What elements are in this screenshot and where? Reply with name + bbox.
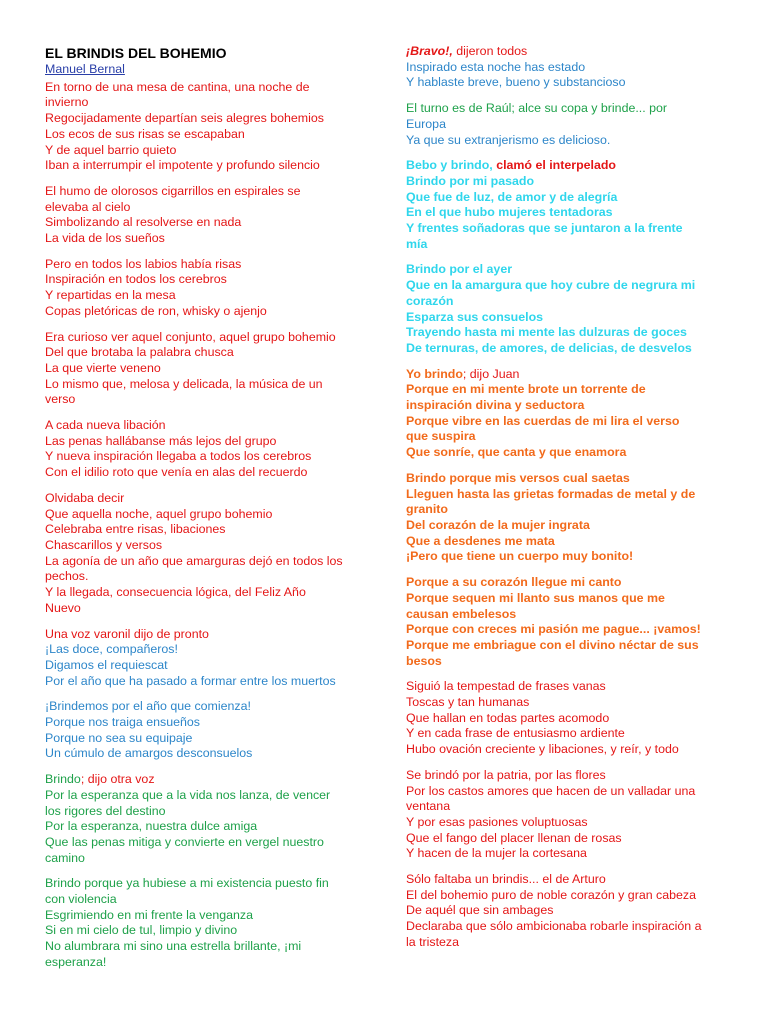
verse-line: Declaraba que sólo ambicionaba robarle inspiración a: [406, 919, 702, 934]
verse-line: Copas pletóricas de ron, whisky o ajenjo: [45, 303, 267, 318]
verse-line: verso: [45, 392, 76, 407]
stanza: [45, 80, 367, 174]
verse-line: Brindo porque ya hubiese a mi existencia puesto fin: [45, 876, 329, 891]
verse-line: La vida de los sueños: [45, 231, 165, 246]
verse-line: Que aquella noche, aquel grupo bohemio: [45, 506, 273, 521]
verse-line: Porque me embriague con el divino néctar de sus: [406, 637, 699, 652]
verse-line: Que a desdenes me mata: [406, 533, 555, 548]
verse-line: Que el fango del placer llenan de rosas: [406, 830, 622, 845]
verse-fragment: Brindo: [45, 772, 81, 787]
verse-line: Y hablaste breve, bueno y substancioso: [406, 75, 626, 90]
verse-line: Trayendo hasta mi mente las dulzuras de goces: [406, 325, 687, 340]
verse-line: Regocijadamente departían seis alegres bohemios: [45, 111, 324, 126]
verse-line: Los ecos de sus risas se escapaban: [45, 126, 245, 141]
verse-line: Del que brotaba la palabra chusca: [45, 345, 234, 360]
verse-line: Porque sequen mi llanto sus manos que me: [406, 590, 665, 605]
verse-line: Lleguen hasta las grietas formadas de metal y de: [406, 486, 696, 501]
verse-line: La que vierte veneno: [45, 360, 161, 375]
verse-line: Celebraba entre risas, libaciones: [45, 522, 226, 537]
stanza-raul: [406, 101, 726, 148]
verse-line: Un cúmulo de amargos desconsuelos: [45, 746, 253, 761]
stanza-saetas: [406, 471, 726, 565]
verse-line: Y frentes soñadoras que se juntaron a la frente: [406, 221, 683, 236]
verse-line: Porque no sea su equipaje: [45, 730, 193, 745]
verse-line: Esgrimiendo en mi frente la venganza: [45, 907, 254, 922]
verse-line: Las penas hallábanse más lejos del grupo: [45, 433, 277, 448]
verse-line: En el que hubo mujeres tentadoras: [406, 205, 613, 220]
verse-line: Por el año que ha pasado a formar entre los muertos: [45, 673, 336, 688]
stanza-voz: [45, 627, 367, 690]
stanza-patria: [406, 768, 726, 862]
verse-line: Digamos el requiescat: [45, 657, 168, 672]
verse-line: Hubo ovación creciente y libaciones, y reír, y todo: [406, 742, 679, 757]
verse-line: Simbolizando al resolverse en nada: [45, 215, 242, 230]
verse-line: Brindo porque mis versos cual saetas: [406, 470, 630, 485]
right-column: [406, 44, 726, 961]
verse-line: El del bohemio puro de noble corazón y gran cabeza: [406, 887, 696, 902]
verse-line: En torno de una mesa de cantina, una noche de: [45, 79, 310, 94]
verse-line: Y la llegada, consecuencia lógica, del Feliz Año: [45, 585, 306, 600]
verse-line: que suspira: [406, 429, 476, 444]
verse-line: Porque a su corazón llegue mi canto: [406, 575, 622, 590]
verse-line: Era curioso ver aquel conjunto, aquel grupo bohemio: [45, 329, 336, 344]
verse-line: Chascarillos y versos: [45, 537, 163, 552]
stanza-juan: [406, 367, 726, 461]
verse-line: Por la esperanza que a la vida nos lanza, de vencer: [45, 787, 331, 802]
author-link[interactable]: Manuel Bernal: [45, 62, 125, 76]
verse-line: Porque nos traiga ensueños: [45, 715, 200, 730]
verse-line: Lo mismo que, melosa y delicada, la música de un: [45, 376, 323, 391]
verse-line: causan embelesos: [406, 606, 517, 621]
verse-line: Que en la amargura que hoy cubre de negrura mi: [406, 278, 696, 293]
verse-line: Que sonríe, que canta y que enamora: [406, 445, 627, 460]
verse-line: [406, 158, 726, 174]
verse-line: [45, 772, 367, 788]
stanza: [45, 491, 367, 617]
verse-line: granito: [406, 502, 448, 517]
stanza-bravo: [406, 44, 726, 91]
verse-line: corazón: [406, 293, 454, 308]
verse-line: Inspiración en todos los cerebros: [45, 272, 227, 287]
verse-fragment: ¡Bravo!,: [406, 44, 453, 58]
verse-line: Europa: [406, 116, 446, 131]
verse-fragment: clamó el interpelado: [492, 158, 617, 173]
verse-line: Y nueva inspiración llegaba a todos los cerebros: [45, 449, 312, 464]
stanza: [45, 257, 367, 320]
verse-line: ventana: [406, 799, 451, 814]
verse-line: Si en mi cielo de tul, limpio y divino: [45, 923, 238, 938]
verse-line: Esparza sus consuelos: [406, 309, 544, 324]
stanza-tempestad: [406, 679, 726, 758]
verse-fragment: Bebo y brindo,: [406, 158, 493, 173]
verse-line: El humo de olorosos cigarrillos en espirales se: [45, 183, 301, 198]
verse-line: Sólo faltaba un brindis... el de Arturo: [406, 872, 606, 887]
verse-line: Que fue de luz, de amor y de alegría: [406, 189, 618, 204]
verse-line: Que hallan en todas partes acomodo: [406, 710, 610, 725]
verse-line: Brindo por mi pasado: [406, 173, 535, 188]
verse-line: Porque vibre en las cuerdas de mi lira el verso: [406, 413, 680, 428]
verse-line: La agonía de un año que amarguras dejó en todos los: [45, 553, 343, 568]
verse-line: Inspirado esta noche has estado: [406, 59, 586, 74]
verse-line: [406, 44, 726, 60]
stanza: [45, 418, 367, 481]
verse-line: Se brindó por la patria, por las flores: [406, 767, 606, 782]
poem-title: EL BRINDIS DEL BOHEMIO: [45, 45, 227, 61]
stanza-ayer: [406, 262, 726, 356]
verse-line: con violencia: [45, 892, 117, 907]
verse-line: De aquél que sin ambages: [406, 903, 554, 918]
verse-line: Y repartidas en la mesa: [45, 288, 176, 303]
verse-line: mía: [406, 236, 428, 251]
stanza-brindo-venganza: [45, 876, 367, 970]
verse-line: Y por esas pasiones voluptuosas: [406, 814, 588, 829]
verse-line: Iban a interrumpir el impotente y profundo silencio: [45, 158, 320, 173]
verse-line: la tristeza: [406, 934, 460, 949]
left-stanzas: [45, 80, 367, 617]
stanza-arturo: [406, 872, 726, 951]
verse-line: los rigores del destino: [45, 803, 166, 818]
verse-line: besos: [406, 653, 442, 668]
verse-line: No alumbrara mi sino una estrella brillante, ¡mi: [45, 939, 302, 954]
verse-line: elevaba al cielo: [45, 199, 131, 214]
verse-line: Por los castos amores que hacen de un valladar una: [406, 783, 696, 798]
verse-line: De ternuras, de amores, de delicias, de desvelos: [406, 340, 692, 355]
verse-line: Siguió la tempestad de frases vanas: [406, 679, 606, 694]
verse-line: Ya que su extranjerismo es delicioso.: [406, 132, 611, 147]
verse-line: [406, 367, 726, 383]
verse-line: invierno: [45, 95, 89, 110]
stanza-brindo-esperanza: [45, 772, 367, 866]
stanza-canto: [406, 575, 726, 669]
verse-line: Una voz varonil dijo de pronto: [45, 626, 209, 641]
verse-line: Y de aquel barrio quieto: [45, 142, 177, 157]
stanza: [45, 184, 367, 247]
verse-line: pechos.: [45, 569, 89, 584]
verse-line: Con el idilio roto que venía en alas del recuerdo: [45, 465, 308, 480]
verse-line: A cada nueva libación: [45, 418, 166, 433]
stanza-bebo: [406, 158, 726, 252]
verse-line: camino: [45, 850, 85, 865]
verse-fragment: dijeron todos: [452, 44, 528, 58]
verse-line: inspiración divina y seductora: [406, 398, 585, 413]
verse-line: Pero en todos los labios había risas: [45, 256, 242, 271]
verse-line: Y en cada frase de entusiasmo ardiente: [406, 726, 625, 741]
verse-line: Por la esperanza, nuestra dulce amiga: [45, 819, 258, 834]
verse-line: El turno es de Raúl; alce su copa y brinde... por: [406, 101, 668, 116]
verse-fragment: ; dijo otra voz: [80, 772, 155, 787]
verse-fragment: Yo brindo: [406, 366, 463, 381]
verse-line: Del corazón de la mujer ingrata: [406, 517, 590, 532]
verse-line: Toscas y tan humanas: [406, 695, 530, 710]
verse-line: Porque en mi mente brote un torrente de: [406, 382, 646, 397]
verse-line: esperanza!: [45, 954, 107, 969]
verse-line: Olvidaba decir: [45, 490, 125, 505]
verse-line: Que las penas mitiga y convierte en vergel nuestro: [45, 834, 324, 849]
verse-fragment: ; dijo Juan: [462, 366, 520, 381]
verse-line: Porque con creces mi pasión me pague... ¡vamos!: [406, 622, 701, 637]
verse-line: ¡Las doce, compañeros!: [45, 642, 178, 657]
verse-line: Nuevo: [45, 600, 81, 615]
stanza: [45, 330, 367, 409]
verse-line: Brindo por el ayer: [406, 262, 513, 277]
left-column: [45, 44, 367, 981]
verse-line: ¡Brindemos por el año que comienza!: [45, 699, 251, 714]
verse-line: Y hacen de la mujer la cortesana: [406, 846, 587, 861]
verse-line: ¡Pero que tiene un cuerpo muy bonito!: [406, 549, 634, 564]
stanza-brindemos: [45, 699, 367, 762]
